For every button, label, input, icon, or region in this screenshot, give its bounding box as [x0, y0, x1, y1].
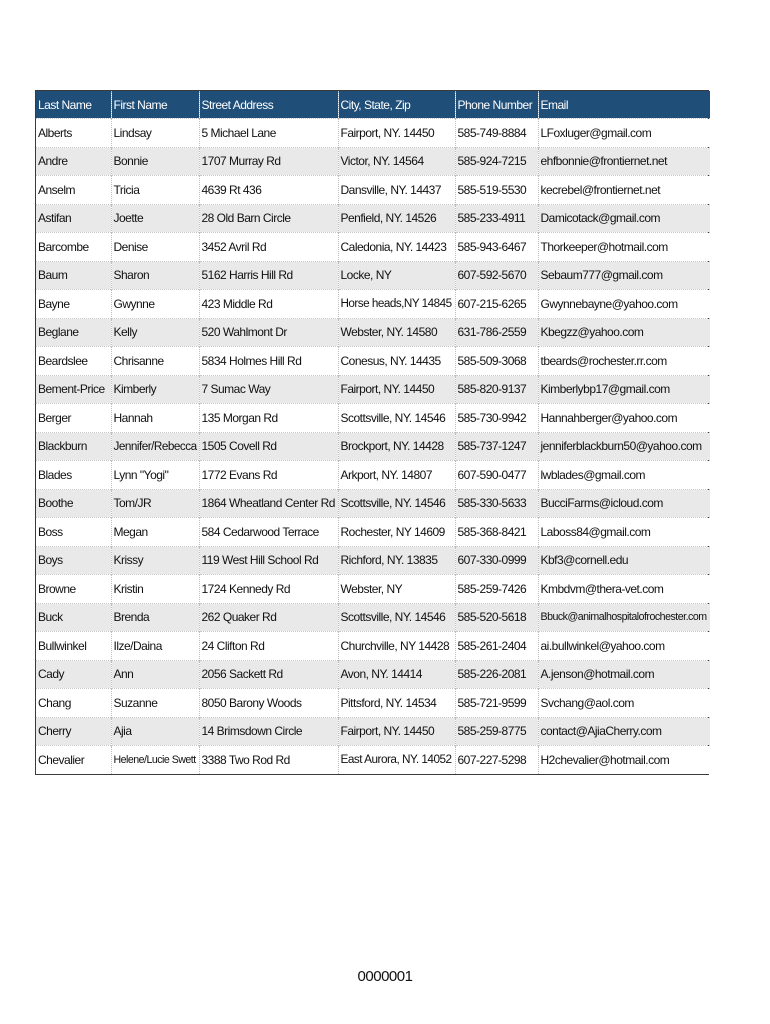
city-state-zip-cell: Victor, NY. 14564	[338, 147, 455, 176]
first-name-cell: Kimberly	[111, 375, 199, 404]
first-name-cell: Sharon	[111, 261, 199, 290]
phone-number-cell: 585-924-7215	[455, 147, 538, 176]
first-name-cell: Jennifer/Rebecca	[111, 432, 199, 461]
street-address-cell: 1724 Kennedy Rd	[199, 575, 338, 604]
city-state-zip-cell: Webster, NY. 14580	[338, 318, 455, 347]
table-row	[36, 489, 710, 518]
street-address-cell: 520 Wahlmont Dr	[199, 318, 338, 347]
phone-number-cell: 585-820-9137	[455, 375, 538, 404]
page-number: 0000001	[357, 968, 413, 985]
street-address-cell: 4639 Rt 436	[199, 176, 338, 205]
last-name-cell: Barcombe	[36, 233, 111, 262]
city-state-zip-cell: Locke, NY	[338, 261, 455, 290]
table-row	[36, 689, 710, 718]
street-address-cell: 5834 Holmes Hill Rd	[199, 347, 338, 376]
table-row	[36, 119, 710, 148]
header-last-name: Last Name	[36, 91, 111, 119]
street-address-cell: 1505 Covell Rd	[199, 432, 338, 461]
phone-number-cell: 585-509-3068	[455, 347, 538, 376]
first-name-cell: Megan	[111, 518, 199, 547]
street-address-cell: 3452 Avril Rd	[199, 233, 338, 262]
table-row	[36, 233, 710, 262]
first-name-cell: Lynn "Yogi"	[111, 461, 199, 490]
email-cell: Thorkeeper@hotmail.com	[538, 233, 710, 262]
city-state-zip-cell: Arkport, NY. 14807	[338, 461, 455, 490]
street-address-cell: 1772 Evans Rd	[199, 461, 338, 490]
last-name-cell: Andre	[36, 147, 111, 176]
first-name-cell: Tom/JR	[111, 489, 199, 518]
last-name-cell: Berger	[36, 404, 111, 433]
first-name-cell: Hannah	[111, 404, 199, 433]
street-address-cell: 423 Middle Rd	[199, 290, 338, 319]
email-cell: BucciFarms@icloud.com	[538, 489, 710, 518]
table-row	[36, 518, 710, 547]
street-address-cell: 262 Quaker Rd	[199, 603, 338, 632]
city-state-zip-cell: Conesus, NY. 14435	[338, 347, 455, 376]
city-state-zip-cell: Scottsville, NY. 14546	[338, 404, 455, 433]
last-name-cell: Chang	[36, 689, 111, 718]
city-state-zip-cell: Dansville, NY. 14437	[338, 176, 455, 205]
last-name-cell: Blades	[36, 461, 111, 490]
phone-number-cell: 585-233-4911	[455, 204, 538, 233]
last-name-cell: Beglane	[36, 318, 111, 347]
email-cell: Damicotack@gmail.com	[538, 204, 710, 233]
email-cell: jenniferblackburn50@yahoo.com	[538, 432, 710, 461]
city-state-zip-cell: Fairport, NY. 14450	[338, 375, 455, 404]
phone-number-cell: 607-215-6265	[455, 290, 538, 319]
email-cell: lwblades@gmail.com	[538, 461, 710, 490]
city-state-zip-cell: Scottsville, NY. 14546	[338, 603, 455, 632]
email-cell: kecrebel@frontiernet.net	[538, 176, 710, 205]
street-address-cell: 119 West Hill School Rd	[199, 546, 338, 575]
phone-number-cell: 585-737-1247	[455, 432, 538, 461]
street-address-cell: 24 Clifton Rd	[199, 632, 338, 661]
phone-number-cell: 607-592-5670	[455, 261, 538, 290]
city-state-zip-cell: Fairport, NY. 14450	[338, 119, 455, 148]
header-city-state-zip: City, State, Zip	[338, 91, 455, 119]
table-row	[36, 717, 710, 746]
last-name-cell: Astifan	[36, 204, 111, 233]
city-state-zip-cell: Brockport, NY. 14428	[338, 432, 455, 461]
phone-number-cell: 585-226-2081	[455, 660, 538, 689]
email-cell: Hannahberger@yahoo.com	[538, 404, 710, 433]
phone-number-cell: 585-721-9599	[455, 689, 538, 718]
table-row	[36, 632, 710, 661]
street-address-cell: 5162 Harris Hill Rd	[199, 261, 338, 290]
email-cell: Bbuck@animalhospitalofrochester.com	[538, 603, 710, 632]
street-address-cell: 5 Michael Lane	[199, 119, 338, 148]
first-name-cell: Tricia	[111, 176, 199, 205]
first-name-cell: Suzanne	[111, 689, 199, 718]
last-name-cell: Cady	[36, 660, 111, 689]
email-cell: ehfbonnie@frontiernet.net	[538, 147, 710, 176]
first-name-cell: Ajia	[111, 717, 199, 746]
table-row	[36, 204, 710, 233]
table-row	[36, 147, 710, 176]
first-name-cell: Ann	[111, 660, 199, 689]
email-cell: LFoxluger@gmail.com	[538, 119, 710, 148]
street-address-cell: 584 Cedarwood Terrace	[199, 518, 338, 547]
table-row	[36, 461, 710, 490]
email-cell: Laboss84@gmail.com	[538, 518, 710, 547]
last-name-cell: Cherry	[36, 717, 111, 746]
first-name-cell: Lindsay	[111, 119, 199, 148]
header-phone-number: Phone Number	[455, 91, 538, 119]
last-name-cell: Bullwinkel	[36, 632, 111, 661]
city-state-zip-cell: Churchville, NY 14428	[338, 632, 455, 661]
email-cell: Kbf3@cornell.edu	[538, 546, 710, 575]
table-row	[36, 347, 710, 376]
phone-number-cell: 585-368-8421	[455, 518, 538, 547]
email-cell: ai.bullwinkel@yahoo.com	[538, 632, 710, 661]
city-state-zip-cell: East Aurora, NY. 14052	[338, 746, 455, 774]
city-state-zip-cell: Pittsford, NY. 14534	[338, 689, 455, 718]
first-name-cell: Krissy	[111, 546, 199, 575]
header-street-address: Street Address	[199, 91, 338, 119]
city-state-zip-cell: Fairport, NY. 14450	[338, 717, 455, 746]
header-email: Email	[538, 91, 710, 119]
phone-number-cell: 607-227-5298	[455, 746, 538, 774]
street-address-cell: 14 Brimsdown Circle	[199, 717, 338, 746]
table-row	[36, 546, 710, 575]
phone-number-cell: 607-330-0999	[455, 546, 538, 575]
email-cell: tbeards@rochester.rr.com	[538, 347, 710, 376]
table-row	[36, 603, 710, 632]
table-row	[36, 404, 710, 433]
last-name-cell: Browne	[36, 575, 111, 604]
last-name-cell: Blackburn	[36, 432, 111, 461]
email-cell: Gwynnebayne@yahoo.com	[538, 290, 710, 319]
street-address-cell: 8050 Barony Woods	[199, 689, 338, 718]
city-state-zip-cell: Caledonia, NY. 14423	[338, 233, 455, 262]
phone-number-cell: 585-259-8775	[455, 717, 538, 746]
last-name-cell: Baum	[36, 261, 111, 290]
email-cell: H2chevalier@hotmail.com	[538, 746, 710, 774]
first-name-cell: Kristin	[111, 575, 199, 604]
table-row	[36, 290, 710, 319]
phone-number-cell: 585-749-8884	[455, 119, 538, 148]
phone-number-cell: 585-261-2404	[455, 632, 538, 661]
street-address-cell: 135 Morgan Rd	[199, 404, 338, 433]
last-name-cell: Bayne	[36, 290, 111, 319]
last-name-cell: Buck	[36, 603, 111, 632]
city-state-zip-cell: Penfield, NY. 14526	[338, 204, 455, 233]
first-name-cell: Denise	[111, 233, 199, 262]
table-row	[36, 575, 710, 604]
phone-number-cell: 585-519-5530	[455, 176, 538, 205]
last-name-cell: Bement-Price	[36, 375, 111, 404]
header-row	[36, 91, 710, 119]
last-name-cell: Beardslee	[36, 347, 111, 376]
street-address-cell: 2056 Sackett Rd	[199, 660, 338, 689]
email-cell: Sebaum777@gmail.com	[538, 261, 710, 290]
city-state-zip-cell: Rochester, NY 14609	[338, 518, 455, 547]
table-row	[36, 660, 710, 689]
email-cell: Svchang@aol.com	[538, 689, 710, 718]
city-state-zip-cell: Horse heads,NY 14845	[338, 290, 455, 319]
table-row	[36, 261, 710, 290]
email-cell: A.jenson@hotmail.com	[538, 660, 710, 689]
street-address-cell: 3388 Two Rod Rd	[199, 746, 338, 774]
first-name-cell: Bonnie	[111, 147, 199, 176]
phone-number-cell: 585-259-7426	[455, 575, 538, 604]
first-name-cell: Joette	[111, 204, 199, 233]
city-state-zip-cell: Richford, NY. 13835	[338, 546, 455, 575]
phone-number-cell: 585-730-9942	[455, 404, 538, 433]
street-address-cell: 7 Sumac Way	[199, 375, 338, 404]
email-cell: Kbegzz@yahoo.com	[538, 318, 710, 347]
last-name-cell: Boss	[36, 518, 111, 547]
email-cell: Kmbdvm@thera-vet.com	[538, 575, 710, 604]
last-name-cell: Boys	[36, 546, 111, 575]
street-address-cell: 1707 Murray Rd	[199, 147, 338, 176]
header-first-name: First Name	[111, 91, 199, 119]
table-row	[36, 432, 710, 461]
phone-number-cell: 585-520-5618	[455, 603, 538, 632]
table-row	[36, 375, 710, 404]
city-state-zip-cell: Scottsville, NY. 14546	[338, 489, 455, 518]
first-name-cell: Helene/Lucie Swett	[111, 746, 199, 774]
phone-number-cell: 585-943-6467	[455, 233, 538, 262]
phone-number-cell: 585-330-5633	[455, 489, 538, 518]
table-body	[36, 119, 710, 774]
first-name-cell: Brenda	[111, 603, 199, 632]
first-name-cell: Kelly	[111, 318, 199, 347]
street-address-cell: 28 Old Barn Circle	[199, 204, 338, 233]
first-name-cell: Gwynne	[111, 290, 199, 319]
contact-list-table	[35, 90, 709, 775]
table-row	[36, 176, 710, 205]
last-name-cell: Anselm	[36, 176, 111, 205]
last-name-cell: Chevalier	[36, 746, 111, 774]
phone-number-cell: 607-590-0477	[455, 461, 538, 490]
email-cell: contact@AjiaCherry.com	[538, 717, 710, 746]
table-row	[36, 318, 710, 347]
last-name-cell: Alberts	[36, 119, 111, 148]
first-name-cell: Ilze/Daina	[111, 632, 199, 661]
phone-number-cell: 631-786-2559	[455, 318, 538, 347]
first-name-cell: Chrisanne	[111, 347, 199, 376]
table-row	[36, 746, 710, 774]
street-address-cell: 1864 Wheatland Center Rd	[199, 489, 338, 518]
city-state-zip-cell: Avon, NY. 14414	[338, 660, 455, 689]
last-name-cell: Boothe	[36, 489, 111, 518]
email-cell: Kimberlybp17@gmail.com	[538, 375, 710, 404]
city-state-zip-cell: Webster, NY	[338, 575, 455, 604]
